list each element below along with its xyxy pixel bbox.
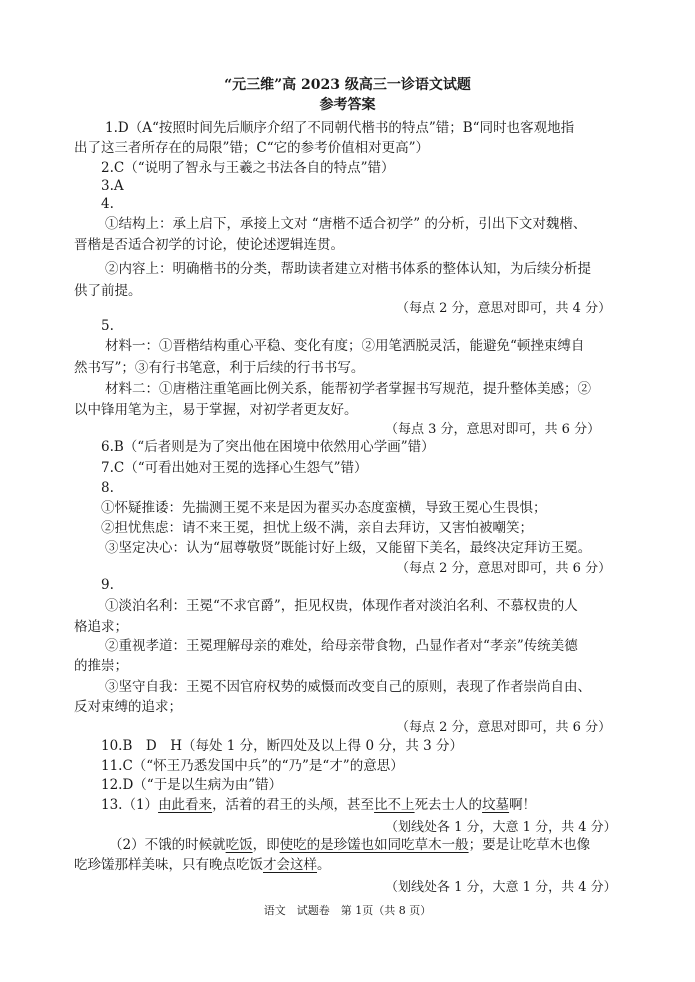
answer-5-score: （每点 3 分，意思对即可，共 6 分） (385, 422, 601, 437)
answer-8-point1: ①怀疑推诿：先揣测王冕不来是因为翟买办态度蛮横，导致王冕心生畏惧； (101, 500, 547, 516)
translation-text: ，活着的君王的头颅，甚至 (212, 797, 375, 813)
answer-5-material2-line1: 材料二：①唐楷注重笔画比例关系，能帮初学者掌握书写规范，提升整体美感；② (105, 381, 591, 397)
answer-7: 7.C（“可看出她对王冕的选择心生怨气”错） (101, 460, 368, 476)
answer-8-label: 8. (101, 480, 114, 496)
answer-5-label: 5. (101, 318, 114, 334)
scoring-point-3: 坟墓 (482, 797, 510, 813)
answer-8-score: （每点 2 分，意思对即可，共 6 分） (396, 561, 612, 576)
scoring-point-1: 由此看来 (158, 797, 213, 813)
answer-11: 11.C（“怀王乃悉发国中兵”的“乃”是“才”的意思） (101, 758, 404, 774)
answer-5-material1-line2: 然书写”；③有行书笔意，利于后续的行书书写。 (74, 360, 365, 376)
translation-text: ，即 (252, 837, 280, 853)
answer-4-point1-line1: ①结构上：承上启下，承接上文对 “唐楷不适合初学” 的分析，引出下文对魏楷、 (105, 216, 587, 232)
answer-13-2-translation-line1 (109, 835, 590, 855)
answer-13-2-translation-line2 (74, 855, 331, 875)
scoring-point-2: 比不上 (374, 797, 415, 813)
answer-13-1-number: 13.（1） (101, 797, 159, 813)
answer-13-2-score: （划线处各 1 分，大意 1 分，共 4 分） (385, 880, 617, 895)
answer-key-heading: 参考答案 (319, 97, 376, 113)
answer-13-1-score: （划线处各 1 分，大意 1 分，共 4 分） (385, 820, 617, 835)
answer-1-line1: 1.D（A“按照时间先后顺序介绍了不同朝代楷书的特点”错；B“同时也客观地指 (105, 120, 575, 136)
answer-4-label: 4. (101, 196, 114, 212)
answer-9-point3-line2: 反对束缚的追求； (74, 699, 182, 715)
translation-text: （2）不饿的时候就 (109, 837, 226, 853)
answer-6: 6.B（“后者则是为了突出他在困境中依然用心学画”错） (101, 439, 435, 455)
scoring-point-3: 才会这样 (263, 857, 317, 873)
answer-3: 3.A (101, 178, 124, 194)
translation-text: 吃珍馐那样美味，只有晚点吃饭 (74, 857, 263, 873)
translation-text: ；要是让吃草木也像 (468, 837, 591, 853)
answer-13-1-translation (101, 795, 536, 815)
scoring-point-2: 使吃的是珍馐也如同吃草木一般 (279, 837, 469, 853)
answer-9-score: （每点 2 分，意思对即可，共 6 分） (396, 720, 612, 735)
translation-text: 啊！ (509, 797, 537, 813)
answer-4-score: （每点 2 分，意思对即可，共 4 分） (396, 301, 612, 316)
answer-4-point2-line1: ②内容上：明确楷书的分类，帮助读者建立对楷书体系的整体认知，为后续分析提 (105, 261, 591, 277)
answer-9-label: 9. (101, 577, 114, 593)
answer-9-point1-line2: 格追求； (74, 619, 128, 635)
answer-4-point2-line2: 供了前提。 (74, 283, 142, 299)
answer-8-point3: ③坚定决心：认为“屈尊敬贤”既能讨好上级，又能留下美名，最终决定拜访王冕。 (105, 540, 592, 556)
answer-5-material1-line1: 材料一：①晋楷结构重心平稳、变化有度；②用笔洒脱灵活，能避免“顿挫束缚自 (105, 338, 585, 354)
answer-9-point2-line2: 的推崇； (74, 658, 128, 674)
answer-9-point2-line1: ②重视孝道：王冕理解母亲的难处，给母亲带食物，凸显作者对“孝亲”传统美德 (105, 638, 578, 654)
scoring-point-1: 吃饭 (225, 837, 253, 853)
answer-9-point3-line1: ③坚守自我：王冕不因官府权势的威慑而改变自己的原则，表现了作者崇尚自由、 (105, 679, 591, 695)
answer-4-point1-line2: 晋楷是否适合初学的讨论，使论述逻辑连贯。 (74, 237, 344, 253)
answer-1-line2: 出了这三者所存在的局限”错；C“它的参考价值相对更高”） (74, 140, 430, 156)
answer-9-point1-line1: ①淡泊名利：王冕“不求官爵”，拒见权贵，体现作者对淡泊名利、不慕权贵的人 (105, 598, 578, 614)
answer-8-point2: ②担忧焦虑：请不来王冕，担忧上级不满，亲自去拜访，又害怕被嘲笑； (101, 520, 533, 536)
answer-12: 12.D（“于是以生病为由”错） (101, 777, 283, 793)
translation-text: 。 (317, 857, 331, 873)
page-footer: 语文 试题卷 第 1页（共 8 页） (263, 904, 432, 917)
answer-5-material2-line2: 以中锋用笔为主，易于掌握，对初学者更友好。 (74, 402, 358, 418)
answer-10: 10.B D H（每处 1 分，断四处及以上得 0 分，共 3 分） (101, 738, 464, 754)
answer-2: 2.C（“说明了智永与王羲之书法各自的特点”错） (101, 160, 395, 176)
exam-title: “元三维”高 2023 级高三一诊语文试题 (224, 77, 471, 93)
translation-text: 死去士人的 (414, 797, 483, 813)
